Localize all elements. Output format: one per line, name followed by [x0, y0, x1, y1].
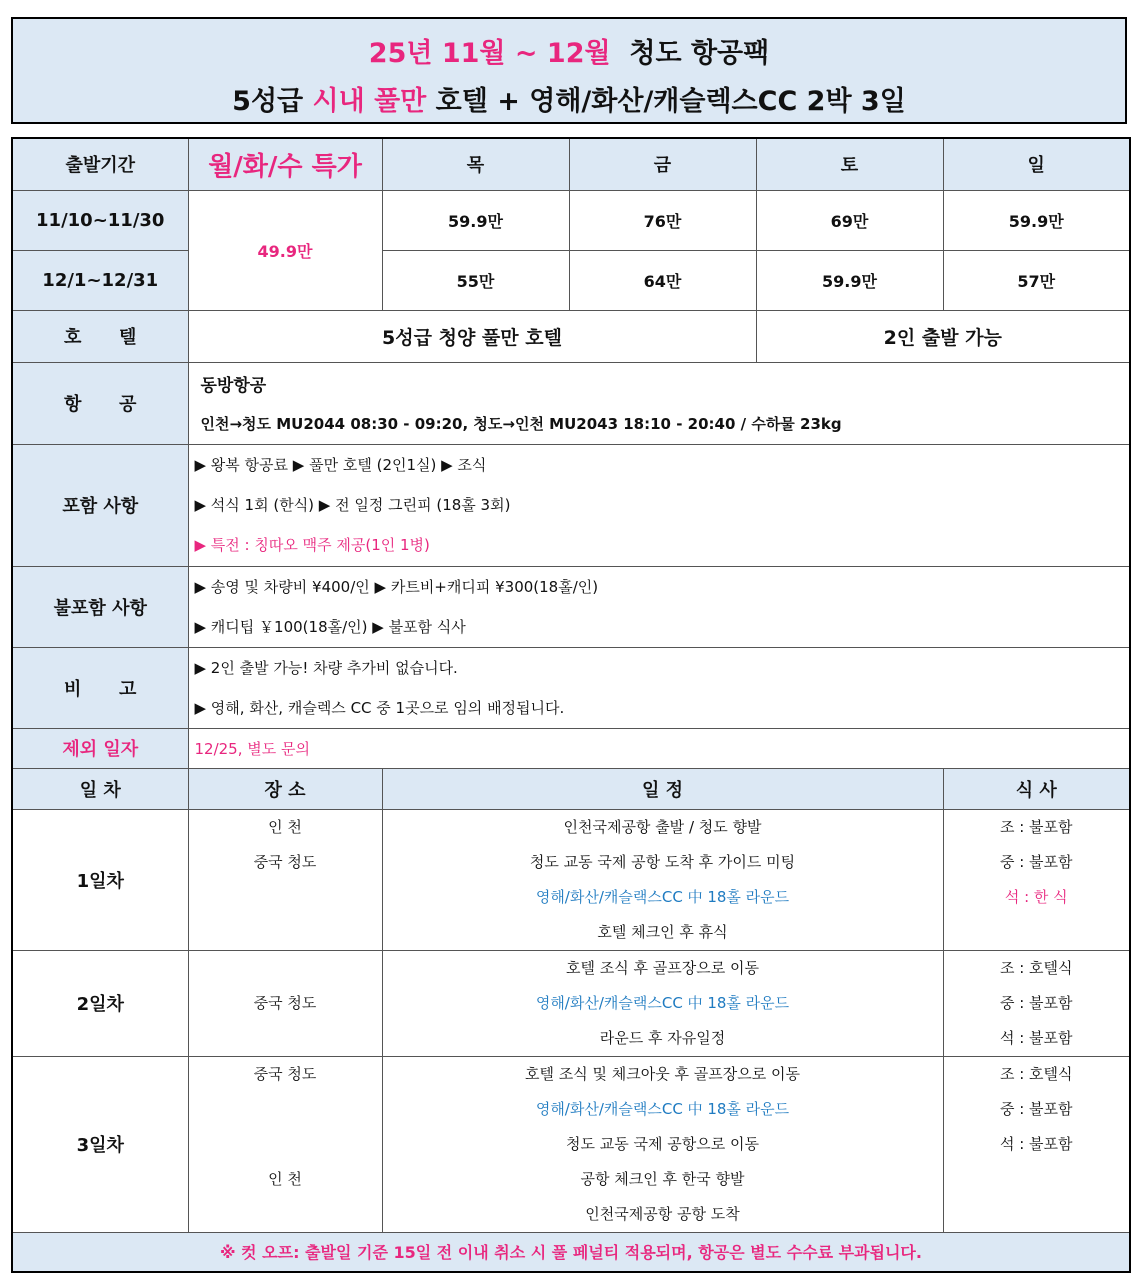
price-cell: 76만 [569, 190, 756, 250]
meal-item: 중 : 불포함 [999, 852, 1073, 871]
included-label: 포함 사항 [12, 444, 188, 566]
day-itinerary [382, 1056, 943, 1232]
excluded-dates-label: 제외 일자 [12, 728, 188, 768]
title-line-2 [13, 79, 1125, 118]
excluded-dates-row [12, 728, 1130, 768]
itinerary-item-golf: 영해/화산/캐슬랙스CC 中 18홀 라운드 [535, 887, 790, 906]
itinerary-item: 청도 교동 국제 공항 도착 후 가이드 미팅 [529, 852, 796, 871]
itinerary-item: 호텔 체크인 후 휴식 [597, 922, 728, 941]
included-line: ▶ 석식 1회 (한식) ▶ 전 일정 그린피 (18홀 3회) [194, 496, 511, 514]
hotel-label: 호 텔 [12, 310, 188, 362]
place-item: 인 천 [268, 817, 302, 836]
day-label: 1일차 [12, 809, 188, 950]
schedule-header-day: 일 차 [12, 768, 188, 809]
itinerary-item: 라운드 후 자유일정 [599, 1028, 726, 1047]
meal-item: 석 : 불포함 [999, 1028, 1073, 1047]
title-line-1 [13, 31, 1125, 70]
schedule-header-row [12, 768, 1130, 809]
meal-item-dinner: 석 : 한 식 [1004, 887, 1068, 906]
package-table [11, 137, 1131, 1273]
day-sat: 토 [756, 138, 943, 190]
excluded-row [12, 566, 1130, 647]
place-item: 인 천 [268, 1169, 302, 1188]
period-nov: 11/10~11/30 [12, 190, 188, 250]
meal-item: 조 : 호텔식 [999, 1064, 1073, 1083]
itinerary-item-golf: 영해/화산/캐슬랙스CC 中 18홀 라운드 [535, 1099, 790, 1118]
place-item [189, 1092, 382, 1127]
title-product: 청도 항공팩 [629, 38, 770, 69]
day-itinerary [382, 809, 943, 950]
included-row [12, 444, 1130, 566]
itinerary-item-golf: 영해/화산/캐슬랙스CC 中 18홀 라운드 [535, 993, 790, 1012]
period-label: 출발기간 [12, 138, 188, 190]
day-meals [943, 950, 1130, 1056]
day-fri: 금 [569, 138, 756, 190]
excluded-label: 불포함 사항 [12, 566, 188, 647]
price-cell: 55만 [382, 250, 569, 310]
day-meals [943, 809, 1130, 950]
day-places [188, 809, 382, 950]
meal-item: 조 : 호텔식 [999, 958, 1073, 977]
itinerary-item: 공항 체크인 후 한국 향발 [580, 1169, 745, 1188]
meal-item: 중 : 불포함 [999, 1099, 1073, 1118]
title-hotel-highlight: 시내 풀만 [312, 86, 427, 117]
included-special: ▶ 특전 : 칭따오 맥주 제공(1인 1병) [194, 536, 430, 554]
price-cell: 69만 [756, 190, 943, 250]
schedule-day-2 [12, 950, 1130, 1056]
hotel-row [12, 310, 1130, 362]
place-item [189, 951, 382, 986]
itinerary-item: 호텔 조식 및 체크아웃 후 골프장으로 이동 [525, 1064, 800, 1083]
special-price: 49.9만 [188, 190, 382, 310]
price-row [12, 190, 1130, 250]
itinerary-item: 인천국제공항 출발 / 청도 향발 [563, 817, 762, 836]
day-label: 3일차 [12, 1056, 188, 1232]
remarks-label: 비 고 [12, 647, 188, 728]
place-item: 중국 청도 [253, 852, 317, 871]
excluded-line: ▶ 송영 및 차량비 ¥400/인 ▶ 카트비+캐디피 ¥300(18홀/인) [194, 577, 599, 596]
cutoff-notice: ※ 컷 오프: 출발일 기준 15일 전 이내 취소 시 풀 페널티 적용되며, 항공은 별도 수수료 부과됩니다. [12, 1232, 1130, 1272]
included-list [188, 444, 1130, 566]
schedule-header-plan: 일 정 [382, 768, 943, 809]
remarks-list [188, 647, 1130, 728]
hotel-name: 5성급 청양 풀만 호텔 [188, 310, 756, 362]
schedule-day-1 [12, 809, 1130, 950]
flight-row [12, 362, 1130, 444]
itinerary-item: 인천국제공항 공항 도착 [585, 1204, 740, 1223]
day-meals [943, 1056, 1130, 1232]
special-label: 월/화/수 특가 [188, 138, 382, 190]
remark-line: ▶ 2인 출발 가능! 차량 추가비 없습니다. [194, 658, 458, 677]
meal-item: 석 : 불포함 [999, 1134, 1073, 1153]
remark-line: ▶ 영해, 화산, 캐슬렉스 CC 중 1곳으로 임의 배정됩니다. [194, 698, 565, 717]
excluded-dates-value: 12/25, 별도 문의 [188, 728, 1130, 768]
flight-detail: 인천→청도 MU2044 08:30 - 09:20, 청도→인천 MU2043 18:10 - 20:40 / 수하물 23kg [200, 414, 842, 433]
remarks-row [12, 647, 1130, 728]
schedule-header-place: 장 소 [188, 768, 382, 809]
airline-name: 동방항공 [200, 375, 267, 396]
schedule-header-meal: 식 사 [943, 768, 1130, 809]
day-label: 2일차 [12, 950, 188, 1056]
excluded-list [188, 566, 1130, 647]
price-header-row [12, 138, 1130, 190]
day-itinerary [382, 950, 943, 1056]
title-grade: 5성급 [232, 86, 304, 117]
price-cell: 64만 [569, 250, 756, 310]
itinerary-item: 호텔 조식 후 골프장으로 이동 [566, 958, 759, 977]
price-cell: 57만 [943, 250, 1130, 310]
title-package: 호텔 + 영해/화산/캐슬렉스CC 2박 3일 [435, 86, 906, 117]
period-dec: 12/1~12/31 [12, 250, 188, 310]
day-thu: 목 [382, 138, 569, 190]
day-places [188, 950, 382, 1056]
excluded-line: ▶ 캐디팁 ￥100(18홀/인) ▶ 불포함 식사 [194, 617, 466, 636]
meal-item: 조 : 불포함 [999, 817, 1073, 836]
price-cell: 59.9만 [382, 190, 569, 250]
price-row [12, 250, 1130, 310]
meal-item: 중 : 불포함 [999, 993, 1073, 1012]
title-period: 25년 11월 ~ 12월 [368, 38, 611, 69]
included-line: ▶ 왕복 항공료 ▶ 풀만 호텔 (2인1실) ▶ 조식 [194, 456, 487, 474]
place-item: 중국 청도 [253, 1064, 317, 1083]
place-item: 중국 청도 [253, 993, 317, 1012]
place-item [189, 1127, 382, 1162]
flight-label: 항 공 [12, 362, 188, 444]
footer-row [12, 1232, 1130, 1272]
day-sun: 일 [943, 138, 1130, 190]
price-cell: 59.9만 [756, 250, 943, 310]
hotel-note: 2인 출발 가능 [756, 310, 1130, 362]
day-places [188, 1056, 382, 1232]
title-banner [11, 17, 1127, 124]
itinerary-item: 청도 교동 국제 공항으로 이동 [566, 1134, 759, 1153]
price-cell: 59.9만 [943, 190, 1130, 250]
flight-info [188, 362, 1130, 444]
schedule-day-3 [12, 1056, 1130, 1232]
